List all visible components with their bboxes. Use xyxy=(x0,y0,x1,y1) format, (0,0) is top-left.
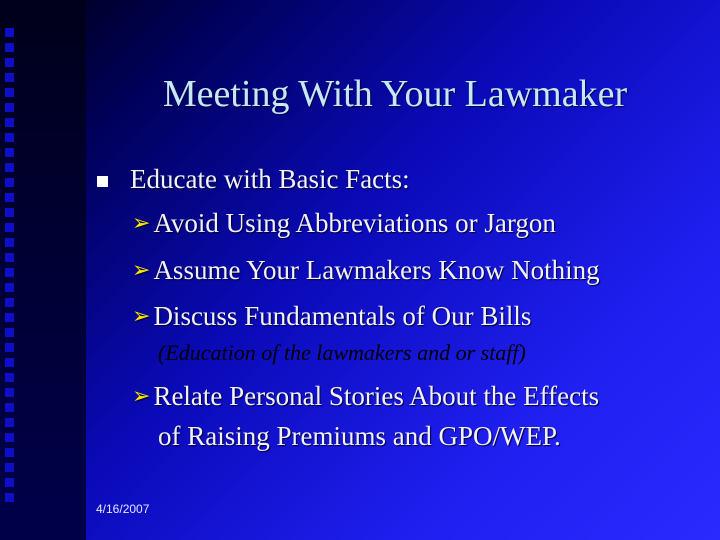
decorative-square xyxy=(5,433,14,442)
arrow-bullet-icon: ➢ xyxy=(132,304,151,329)
sub-item-1 xyxy=(132,208,556,239)
decorative-square xyxy=(5,403,14,412)
slide-title: Meeting With Your Lawmaker xyxy=(162,73,628,115)
decorative-square xyxy=(5,148,14,157)
decorative-square xyxy=(5,463,14,472)
decorative-square xyxy=(5,478,14,487)
decorative-square xyxy=(5,448,14,457)
main-bullet-text: Educate with Basic Facts: xyxy=(130,164,410,194)
decorative-square xyxy=(5,88,14,97)
decorative-square xyxy=(5,73,14,82)
decorative-square xyxy=(5,28,14,37)
sub-item-1-text: Avoid Using Abbreviations or Jargon xyxy=(153,208,556,238)
decorative-square xyxy=(5,163,14,172)
decorative-square xyxy=(5,58,14,67)
decorative-square xyxy=(5,358,14,367)
decorative-square-column xyxy=(5,28,14,508)
decorative-square xyxy=(5,418,14,427)
sub-item-4-text: Relate Personal Stories About the Effects xyxy=(153,381,600,411)
decorative-square xyxy=(5,178,14,187)
decorative-square xyxy=(5,223,14,232)
decorative-square xyxy=(5,493,14,502)
decorative-square xyxy=(5,43,14,52)
decorative-square xyxy=(5,298,14,307)
decorative-square xyxy=(5,253,14,262)
sub-item-2-text: Assume Your Lawmakers Know Nothing xyxy=(153,255,600,285)
sub-item-4 xyxy=(132,381,599,412)
education-note: (Education of the lawmakers and or staff) xyxy=(158,340,526,365)
decorative-square xyxy=(5,118,14,127)
decorative-square xyxy=(5,133,14,142)
decorative-square xyxy=(5,208,14,217)
sub-item-2 xyxy=(132,255,600,286)
decorative-square xyxy=(5,193,14,202)
arrow-bullet-icon: ➢ xyxy=(132,384,151,409)
decorative-square xyxy=(5,388,14,397)
decorative-square xyxy=(5,283,14,292)
arrow-bullet-icon: ➢ xyxy=(132,211,151,236)
sub-item-4-continuation: of Raising Premiums and GPO/WEP. xyxy=(158,421,561,451)
decorative-square xyxy=(5,268,14,277)
decorative-square xyxy=(5,373,14,382)
decorative-square xyxy=(5,103,14,112)
decorative-square xyxy=(5,313,14,322)
square-bullet-icon xyxy=(97,176,108,187)
decorative-square xyxy=(5,343,14,352)
arrow-bullet-icon: ➢ xyxy=(132,258,151,283)
decorative-square xyxy=(5,238,14,247)
decorative-square xyxy=(5,328,14,337)
sub-item-3 xyxy=(132,301,531,332)
slide-date: 4/16/2007 xyxy=(96,502,150,516)
sub-item-3-text: Discuss Fundamentals of Our Bills xyxy=(153,301,532,331)
